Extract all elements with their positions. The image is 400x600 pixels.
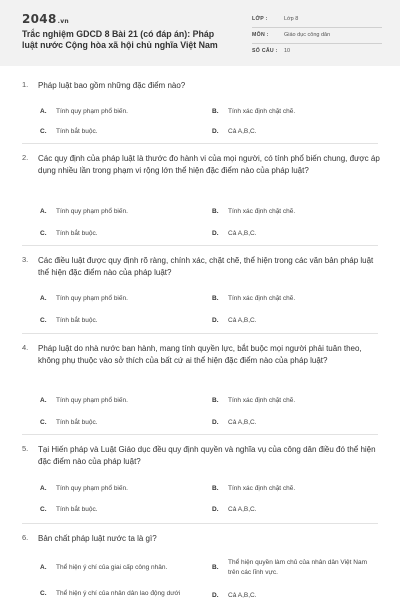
question-text: Các điều luật được quy định rõ ràng, chính xác, chặt chẽ, thể hiện trong các văn bản pháp luật thể hiện đặc điểm nào của pháp luật?: [38, 256, 374, 277]
question-text: Pháp luật do nhà nước ban hành, mang tính quyền lực, bắt buộc mọi người phải tuân theo, không phụ thuộc vào sở thích của bất cứ ai thể hiện đặc điểm nào của pháp luật?: [38, 344, 362, 365]
question-text: Các quy định của pháp luật là thước đo hành vi của mọi người, có tính phổ biến chung, được áp dụng nhiều lần trong phạm vi rộng lớn thể hiện đặc điểm nào của pháp luật?: [38, 154, 380, 175]
quiz-title: Trắc nghiệm GDCD 8 Bài 21 (có đáp án): Pháp luật nước Cộng hòa xã hội chủ nghĩa Việt Nam: [22, 29, 218, 50]
divider: [22, 523, 378, 524]
question-text: Pháp luật bao gồm những đặc điểm nào?: [38, 81, 186, 90]
meta-subject: MÔN : Giáo dục công dân: [252, 28, 382, 44]
meta-class: LỚP : Lớp 8: [252, 12, 382, 28]
site-logo[interactable]: 2048.vn: [22, 12, 69, 26]
divider: [22, 143, 378, 144]
question-text: Tại Hiến pháp và Luật Giáo dục đều quy định quyền và nghĩa vụ của công dân điều đó thể hiện đặc điểm nào của pháp luật?: [38, 445, 376, 466]
question-text: Bản chất pháp luật nước ta là gì?: [38, 534, 157, 543]
divider: [22, 333, 378, 334]
meta-question-count: SỐ CÂU : 10: [252, 48, 291, 54]
divider: [22, 434, 378, 435]
quiz-header: [0, 0, 400, 66]
divider: [22, 245, 378, 246]
